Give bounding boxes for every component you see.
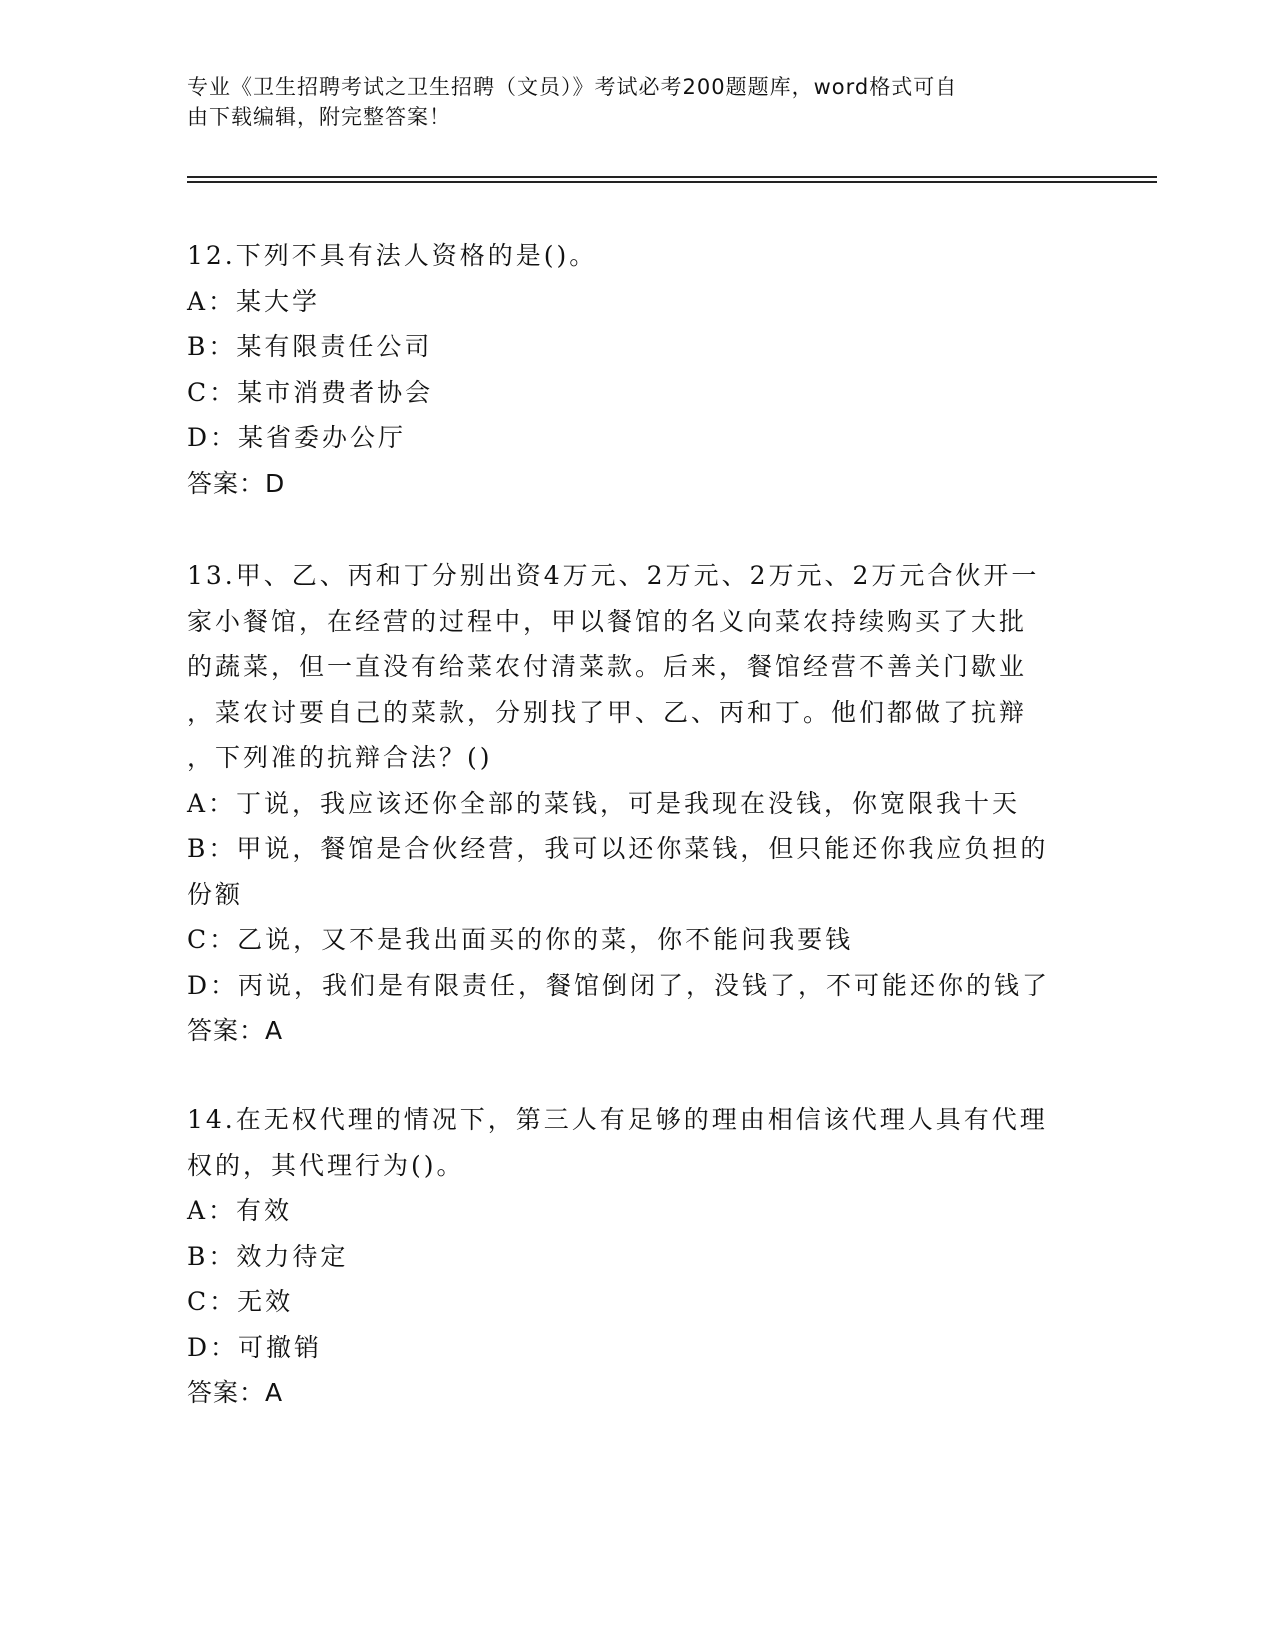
option-d: D：可撤销	[187, 1332, 323, 1362]
question-stem: ，菜农讨要自己的菜款，分别找了甲、乙、丙和丁。他们都做了抗辩	[187, 697, 1028, 727]
answer-line: 答案：A	[187, 1378, 284, 1407]
option-b: B：某有限责任公司	[187, 332, 433, 361]
question-stem: 14.在无权代理的情况下，第三人有足够的理由相信该代理人具有代理	[187, 1105, 1048, 1134]
option-a: A：某大学	[187, 286, 321, 316]
question-13	[187, 553, 1087, 1054]
answer-line: 答案：A	[187, 1016, 284, 1045]
header-line: 由下载编辑，附完整答案！	[187, 105, 451, 129]
option-a: A：有效	[187, 1196, 293, 1225]
answer-line: 答案：D	[187, 468, 286, 498]
question-stem: 的蔬菜，但一直没有给菜农付清菜款。后来，餐馆经营不善关门歇业	[187, 652, 1028, 681]
option-b-continued: 份额	[187, 879, 244, 909]
header-divider-bottom	[187, 181, 1157, 183]
question-stem: 权的，其代理行为()。	[187, 1150, 465, 1180]
question-stem: 家小餐馆，在经营的过程中，甲以餐馆的名义向菜农持续购买了大批	[187, 606, 1028, 636]
question-stem: ，下列准的抗辩合法？()	[187, 743, 493, 772]
question-stem: 12.下列不具有法人资格的是()。	[187, 241, 598, 270]
document-header	[187, 72, 1067, 132]
option-b: B：甲说，餐馆是合伙经营，我可以还你菜钱，但只能还你我应负担的	[187, 834, 1049, 863]
option-d: D：丙说，我们是有限责任，餐馆倒闭了，没钱了，不可能还你的钱了	[187, 970, 1051, 1000]
option-c: C：乙说，又不是我出面买的你的菜，你不能问我要钱	[187, 925, 854, 954]
option-d: D：某省委办公厅	[187, 423, 407, 452]
option-c: C：某市消费者协会	[187, 377, 434, 407]
header-divider-top	[187, 176, 1157, 178]
question-stem: 13.甲、乙、丙和丁分别出资4万元、2万元、2万元、2万元合伙开一	[187, 561, 1040, 590]
header-line: 专业《卫生招聘考试之卫生招聘（文员）》考试必考200题题库，word格式可自	[187, 75, 958, 99]
option-c: C：无效	[187, 1287, 294, 1316]
option-a: A：丁说，我应该还你全部的菜钱，可是我现在没钱，你宽限我十天	[187, 788, 1021, 818]
question-12	[187, 233, 1087, 506]
question-14	[187, 1097, 1087, 1416]
option-b: B：效力待定	[187, 1241, 349, 1271]
